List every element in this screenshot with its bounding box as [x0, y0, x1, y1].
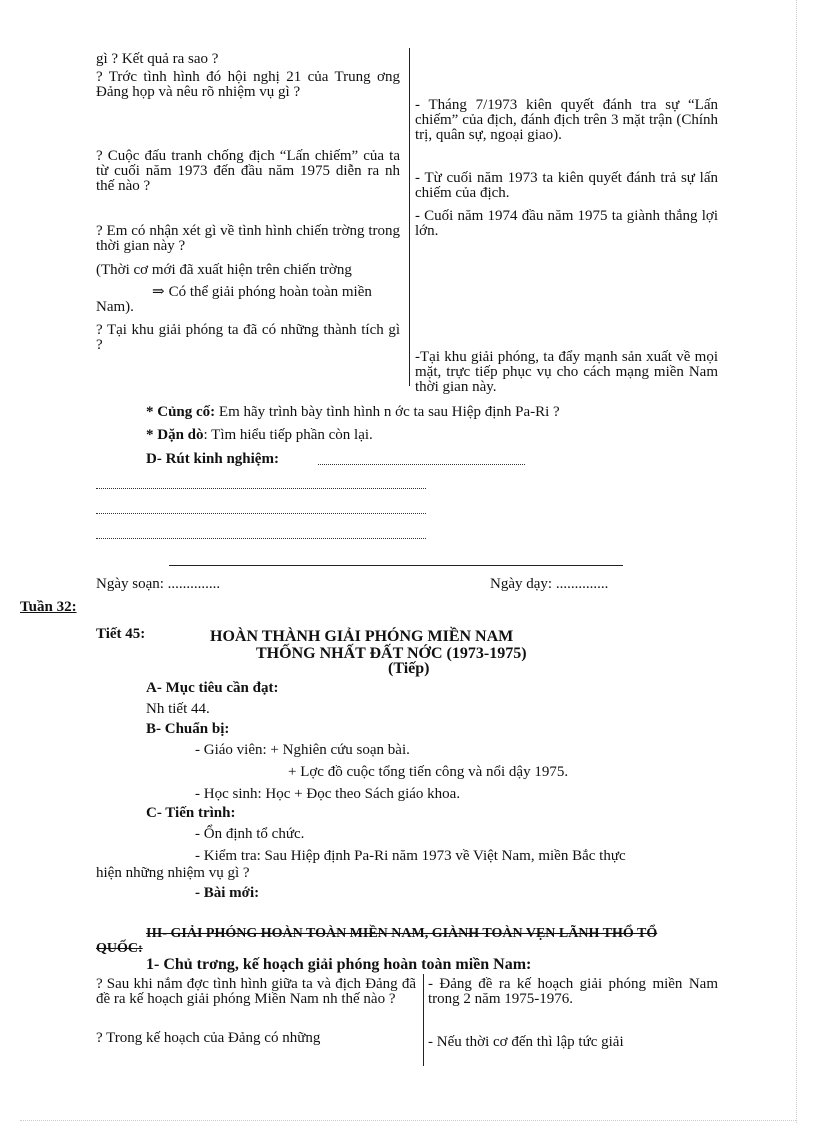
- dan-do: [146, 428, 373, 443]
- section3-heading-1: III- GIẢI PHÓNG HOÀN TOÀN MIỀN NAM, GIÀNH TOÀN VẸN LÃNH THỔ TỔ: [146, 926, 658, 941]
- page-bottom-guide: [20, 1120, 796, 1121]
- rkn-dots-0: [318, 464, 525, 465]
- t2-left-1: ? Sau khi nắm đợc tình hình giữa ta và địch Đảng đã đề ra kế hoạch giải phóng Miền Nam nh thế nào ?: [96, 976, 416, 1007]
- page-right-guide: [796, 0, 797, 1123]
- tien-trinh-label: C- Tiến trình:: [146, 805, 236, 821]
- chuan-bi-hs: - Học sinh: Học + Đọc theo Sách giáo khoa.: [195, 786, 461, 802]
- rkn-dots-1: [96, 488, 426, 489]
- dan-do-label: * Dặn dò: [146, 427, 204, 443]
- muc-tieu-text: Nh tiết 44.: [146, 701, 210, 717]
- ngay-day: Ngày dạy: ..............: [490, 576, 609, 592]
- title-line-2: THỐNG NHẤT ĐẤT NỚC (1973-1975): [256, 645, 527, 662]
- cung-co-label: * Củng cố:: [146, 404, 216, 420]
- t1-left-1: ? Trớc tình hình đó hội nghị 21 của Trung ơng Đảng họp và nêu rõ nhiệm vụ gì ?: [96, 69, 400, 100]
- chuan-bi-gv2: + Lợc đồ cuộc tổng tiến công và nổi dậy 1975.: [288, 764, 569, 780]
- table2-divider: [423, 974, 424, 1066]
- rut-kinh-nghiem-label: D- Rút kinh nghiệm:: [146, 451, 279, 467]
- tien-trinh-kiem-tra-2: hiện những nhiệm vụ gì ?: [96, 865, 250, 881]
- chuan-bi-label: B- Chuẩn bị:: [146, 721, 230, 737]
- t2-right-1: - Đảng đề ra kế hoạch giải phóng miền Nam trong 2 năm 1975-1976.: [428, 976, 718, 1007]
- t1-right-2: - Cuối năm 1974 đầu năm 1975 ta giành thắng lợi lớn.: [415, 208, 718, 239]
- t1-left-2: ? Cuộc đấu tranh chống địch “Lấn chiếm” của ta từ cuối năm 1973 đến đầu năm 1975 diễn ra nh thế nào ?: [96, 148, 400, 194]
- rkn-dots-2: [96, 513, 426, 514]
- t1-left-4: (Thời cơ mới đã xuất hiện trên chiến trờng: [96, 262, 352, 278]
- tuan-label: Tuần 32:: [20, 599, 77, 615]
- t1-left-6: ? Tại khu giải phóng ta đã có những thành tích gì ?: [96, 322, 400, 353]
- t1-right-1: - Từ cuối năm 1973 ta kiên quyết đánh trả sự lấn chiếm của địch.: [415, 170, 718, 201]
- t1-left-5: Có thể giải phóng hoàn toàn miền Nam).: [96, 284, 372, 315]
- t2-left-2: ? Trong kế hoạch của Đảng có những: [96, 1030, 321, 1046]
- bai-moi-label: - Bài mới:: [195, 885, 260, 901]
- ngay-soan: Ngày soạn: ..............: [96, 576, 221, 592]
- section3-heading-2: QUỐC:: [96, 941, 143, 956]
- t1-right-3: -Tại khu giải phóng, ta đẩy mạnh sản xuất về mọi mặt, trực tiếp phục vụ cho cách mạng miền Nam thời gian này.: [415, 349, 718, 395]
- cung-co: [146, 405, 560, 420]
- separator-line: [169, 565, 623, 566]
- dan-do-text: : Tìm hiểu tiếp phần còn lại.: [203, 427, 373, 443]
- title-line-3: (Tiếp): [388, 660, 430, 677]
- tien-trinh-on-dinh: - Ổn định tổ chức.: [195, 826, 305, 842]
- implies-arrow-icon: ⇒: [152, 284, 165, 300]
- t1-left-3: ? Em có nhận xét gì về tình hình chiến trờng trong thời gian này ?: [96, 223, 400, 254]
- rkn-dots-3: [96, 538, 426, 539]
- chuan-bi-gv1: - Giáo viên: + Nghiên cứu soạn bài.: [195, 742, 410, 758]
- t1-right-0: - Tháng 7/1973 kiên quyết đánh tra sự “Lấn chiếm” của địch, đánh địch trên 3 mặt trận (Chính trị, quân sự, ngoại giao).: [415, 97, 718, 143]
- t1-left-5-row: [96, 285, 400, 315]
- table1-divider: [409, 48, 410, 386]
- t2-right-2: - Nếu thời cơ đến thì lập tức giải: [428, 1034, 624, 1050]
- cung-co-text: Em hãy trình bày tình hình n ớc ta sau Hiệp định Pa-Ri ?: [215, 404, 560, 420]
- tiet-label: Tiết 45:: [96, 626, 146, 642]
- tien-trinh-kiem-tra-1: - Kiểm tra: Sau Hiệp định Pa-Ri năm 1973 về Việt Nam, miền Bắc thực: [195, 848, 626, 864]
- t1-left-0: gì ? Kết quả ra sao ?: [96, 51, 219, 67]
- muc-tieu-label: A- Mục tiêu cần đạt:: [146, 680, 279, 696]
- title-line-1: HOÀN THÀNH GIẢI PHÓNG MIỀN NAM: [210, 628, 514, 645]
- section3-sub: 1- Chủ trơng, kế hoạch giải phóng hoàn toàn miền Nam:: [146, 956, 532, 973]
